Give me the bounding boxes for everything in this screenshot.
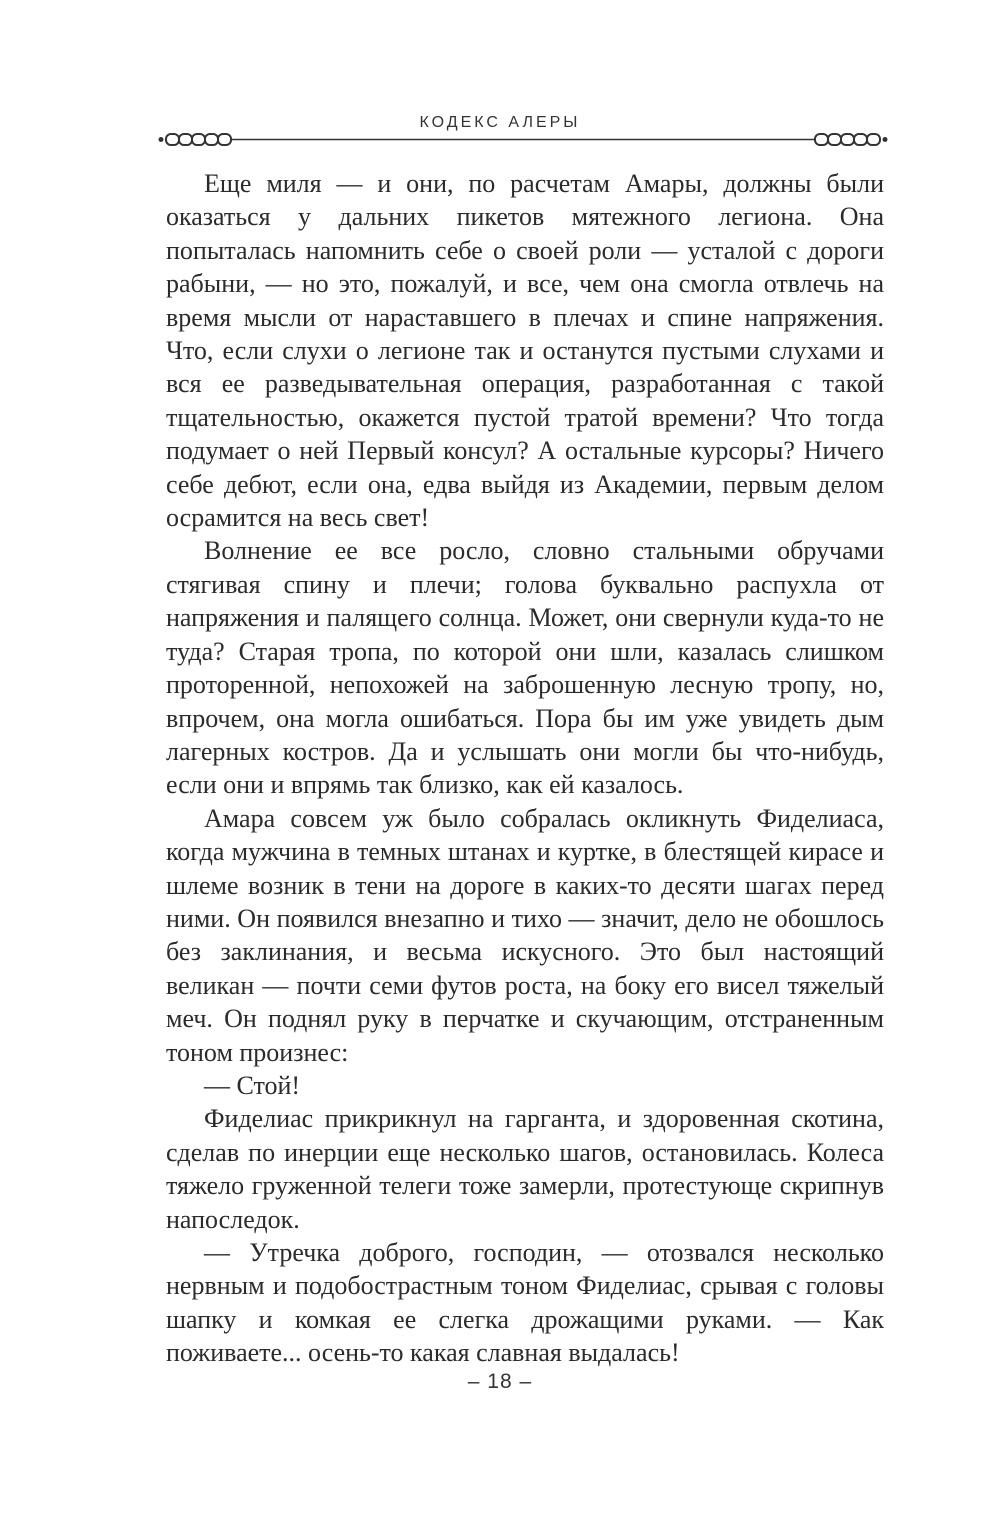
running-title: КОДЕКС АЛЕРЫ: [419, 114, 581, 131]
chain-ornament-left-icon: [166, 134, 231, 145]
page-number: – 18 –: [467, 1370, 533, 1393]
ornament-dot-right: [883, 137, 888, 142]
ornament-dot-left: [159, 137, 164, 142]
body-text: [166, 167, 884, 1370]
paragraph: Волнение ее все росло, словно стальными обручами стягивая спину и плечи; голова буквально распухла от напряжения и палящего солнца. Может, они свернули куда-то не туда? Старая тропа, по которой они шли, казалась слишком проторенной, непохожей на заброшенную лесную тропу, но, впрочем, она могла ошибаться. Пора бы им уже увидеть дым лагерных костров. Да и услышать они могли бы что-нибудь, если они и впрямь так близко, как ей казалось.: [166, 536, 884, 800]
paragraph: — Стой!: [204, 1070, 301, 1100]
paragraph: Фиделиас прикрикнул на гарганта, и здоровенная скотина, сделав по инерции еще несколько шагов, остановилась. Колеса тяжело груженной телеги тоже замерли, протестующе скрипнув напоследок.: [166, 1104, 884, 1234]
header-rule: [158, 128, 888, 152]
paragraph: Амара совсем уж было собралась окликнуть Фиделиаса, когда мужчина в темных штанах и куртке, в блестящей кирасе и шлеме возник в тени на дороге в каких-то десяти шагах перед ними. Он появился внезапно и тихо — значит, дело не обошлось без заклинания, и весьма искусного. Это был настоящий великан — почти семи футов роста, на боку его висел тяжелый меч. Он поднял руку в перчатке и скучающим, отстраненным тоном произнес:: [166, 803, 884, 1067]
paragraph: Еще миля — и они, по расчетам Амары, должны были оказаться у дальних пикетов мятежного легиона. Она попыталась напомнить себе о своей роли — усталой с дороги рабыни, — но это, пожалуй, и все, чем она смогла отвлечь на время мысли от нараставшего в плечах и спине напряжения. Что, если слухи о легионе так и останутся пустыми слухами и вся ее разведывательная операция, разработанная с такой тщательностью, окажется пустой тратой времени? Что тогда подумает о ней Первый консул? А остальные курсоры? Ничего себе дебют, если она, едва выйдя из Академии, первым делом осрамится на весь свет!: [166, 169, 884, 533]
chain-ornament-right-icon: [815, 134, 880, 145]
paragraph: — Утречка доброго, господин, — отозвался несколько нервным и подобострастным тоном Фиделиас, срывая с головы шапку и комкая ее слегка дрожащими руками. — Как поживаете... осень-то какая славная выдалась!: [166, 1238, 884, 1368]
